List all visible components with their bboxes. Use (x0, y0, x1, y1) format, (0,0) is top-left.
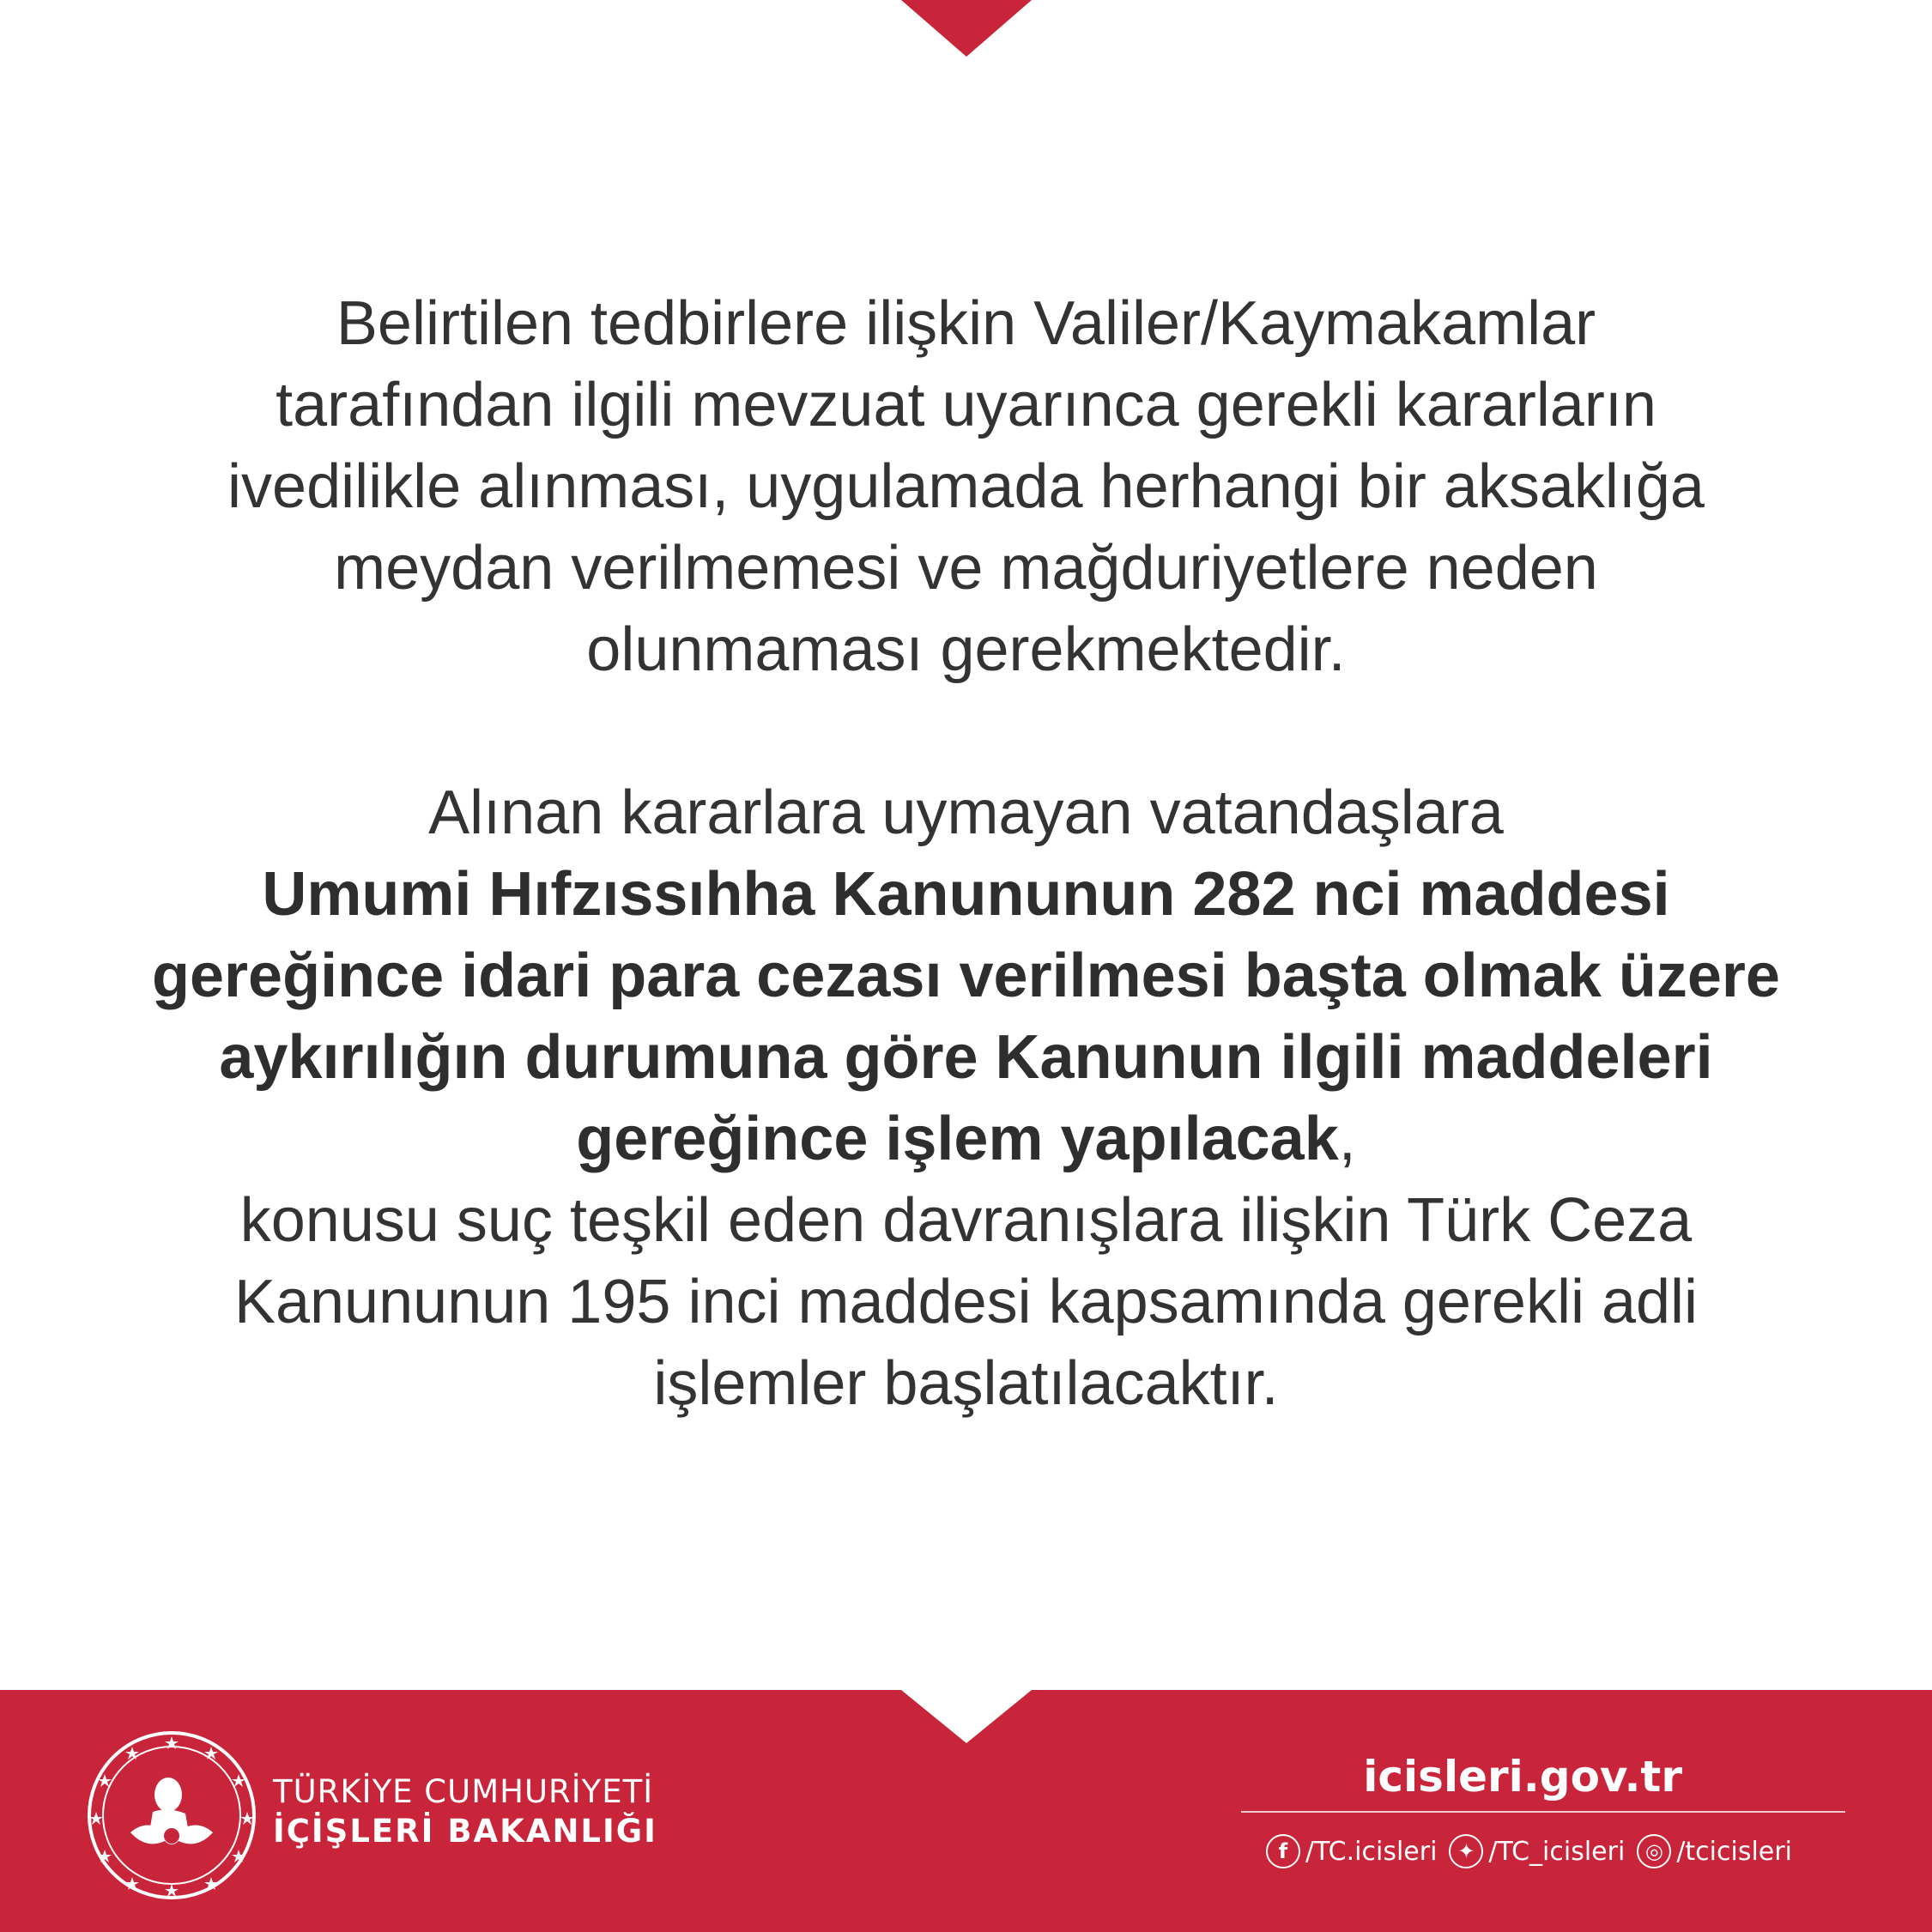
paragraph-2-bold-line-wrapper (86, 1099, 1846, 1180)
instagram-link[interactable] (1637, 1834, 1792, 1868)
ministry-name-line-2: İÇİŞLERİ BAKANLIĞI (273, 1813, 657, 1850)
footer-triangle-decoration (901, 1690, 1032, 1743)
instagram-handle: /tcicisleri (1676, 1836, 1792, 1867)
website-link[interactable]: icisleri.gov.tr (1363, 1752, 1682, 1802)
paragraph-2-line: Kanununun 195 inci maddesi kapsamında gerekli adli (233, 1268, 1699, 1336)
paragraph-1-line: olunmaması gerekmektedir. (586, 615, 1346, 684)
top-triangle-decoration (901, 0, 1032, 57)
paragraph-2 (86, 772, 1846, 1425)
paragraph-2-bold-line: gereğince idari para cezası verilmesi başta olmak üzere (152, 942, 1780, 1010)
paragraph-1-line: ivedilikle alınması, uygulamada herhangi bir aksaklığa (227, 452, 1705, 521)
ministry-name (273, 1772, 657, 1851)
facebook-icon: f (1266, 1834, 1300, 1868)
social-links (1266, 1834, 1804, 1868)
twitter-link[interactable] (1449, 1834, 1625, 1868)
paragraph-2-line: işlemler başlatılacaktır. (653, 1349, 1279, 1418)
facebook-handle: /TC.icisleri (1305, 1836, 1438, 1867)
paragraph-1 (86, 283, 1846, 691)
announcement-text (86, 283, 1846, 1425)
paragraph-2-comma: , (1338, 1105, 1356, 1173)
paragraph-2-bold-line: gereğince işlem yapılacak (576, 1105, 1339, 1173)
paragraph-2-bold-line: aykırılığın durumuna göre Kanunun ilgili maddeleri (219, 1023, 1713, 1092)
paragraph-2-bold-line: Umumi Hıfzıssıhha Kanununun 282 nci maddesi (262, 860, 1670, 929)
paragraph-1-line: meydan verilmemesi ve mağduriyetlere neden (334, 534, 1598, 603)
footer-bar (0, 1690, 1932, 1932)
instagram-icon: ◎ (1637, 1834, 1671, 1868)
paragraph-2-line: konusu suç teşkil eden davranışlara ilişkin Türk Ceza (239, 1186, 1693, 1255)
twitter-handle: /TC_icisleri (1488, 1836, 1626, 1867)
twitter-icon: ✦ (1449, 1834, 1483, 1868)
ministry-seal-icon (86, 1729, 257, 1901)
ministry-name-line-1: TÜRKİYE CUMHURİYETİ (273, 1773, 654, 1810)
facebook-link[interactable] (1266, 1834, 1437, 1868)
footer-divider (1241, 1811, 1845, 1813)
paragraph-2-intro: Alınan kararlara uymayan vatandaşlara (428, 778, 1504, 847)
paragraph-1-line: Belirtilen tedbirlere ilişkin Valiler/Kaymakamlar (336, 289, 1596, 358)
paragraph-1-line: tarafından ilgili mevzuat uyarınca gerekli kararların (276, 371, 1656, 439)
